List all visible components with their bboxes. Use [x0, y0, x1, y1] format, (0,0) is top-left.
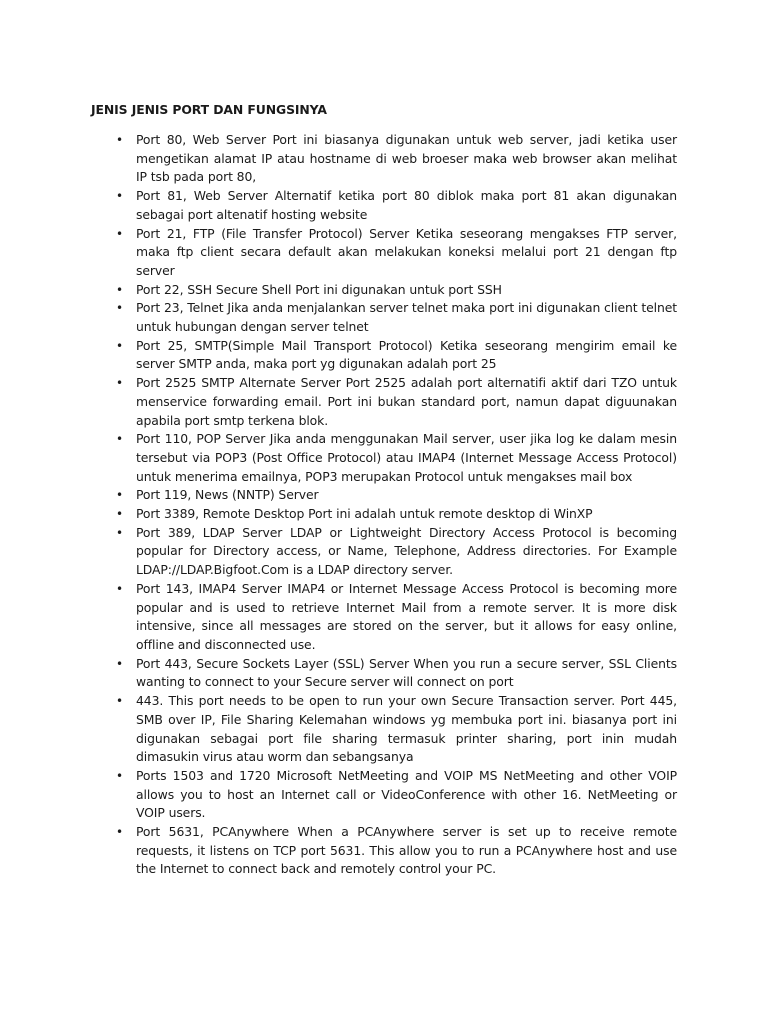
list-item-text: Port 119, News (NNTP) Server: [136, 487, 319, 503]
bullet-icon: •: [116, 282, 123, 297]
bullet-icon: •: [116, 507, 123, 522]
list-item: [116, 505, 677, 524]
list-item: [116, 692, 677, 767]
list-item-text: Port 80, Web Server Port ini biasanya digunakan untuk web server, jadi ketika user mengetikan alamat IP atau hostname di web broeser maka web browser akan melihat IP tsb pada port 80,: [136, 132, 677, 185]
list-item: [116, 823, 677, 879]
bullet-icon: •: [116, 226, 123, 241]
list-item-text: Port 81, Web Server Alternatif ketika port 80 diblok maka port 81 akan digunakan sebagai port altenatif hosting website: [136, 188, 677, 222]
list-item-text: Port 2525 SMTP Alternate Server Port 2525 adalah port alternatifi aktif dari TZO untuk menservice forwarding email. Port ini bukan standard port, namun dapat diguunakan apabila port smtp terkena blok.: [136, 375, 677, 428]
list-item-text: 443. This port needs to be open to run your own Secure Transaction server. Port 445, SMB over IP, File Sharing Kelemahan windows yg membuka port ini. biasanya port ini digunakan sebagai port file sharing termasuk printer sharing, port inin mudah dimasukin virus atau worm dan sebangsanya: [136, 693, 677, 765]
list-item-text: Port 21, FTP (File Transfer Protocol) Server Ketika seseorang mengakses FTP server, maka ftp client secara default akan melakukan koneksi melalui port 21 dengan ftp server: [136, 225, 677, 278]
port-list: [116, 131, 677, 879]
bullet-icon: •: [116, 301, 123, 316]
bullet-icon: •: [116, 133, 123, 147]
bullet-icon: •: [116, 581, 123, 596]
list-item: [116, 187, 677, 224]
list-item: [116, 374, 677, 430]
list-item-text: Port 389, LDAP Server LDAP or Lightweight Directory Access Protocol is becoming popular for Directory access, or Name, Telephone, Address directories. For Example LDAP://LDAP.Bigfoot.Com is a LDAP directory server.: [136, 524, 677, 578]
bullet-icon: •: [116, 825, 123, 840]
list-item: [116, 281, 677, 300]
bullet-icon: •: [116, 768, 123, 783]
list-item-text: Port 22, SSH Secure Shell Port ini digunakan untuk port SSH: [136, 281, 502, 297]
bullet-icon: •: [116, 432, 123, 447]
list-item: [116, 225, 677, 281]
list-item: [116, 580, 677, 655]
list-item-text: Port 23, Telnet Jika anda menjalankan server telnet maka port ini digunakan client telnet untuk hubungan dengan server telnet: [136, 300, 677, 335]
list-item: [116, 655, 677, 692]
list-item-text: Port 3389, Remote Desktop Port ini adalah untuk remote desktop di WinXP: [136, 506, 593, 522]
list-item: [116, 524, 677, 580]
list-item-text: Port 443, Secure Sockets Layer (SSL) Server When you run a secure server, SSL Clients wanting to connect to your Secure server will connect on port: [136, 655, 677, 690]
list-item-text: Ports 1503 and 1720 Microsoft NetMeeting and VOIP MS NetMeeting and other VOIP allows you to host an Internet call or VideoConference with other 16. NetMeeting or VOIP users.: [136, 767, 677, 821]
bullet-icon: •: [116, 376, 123, 391]
bullet-icon: •: [116, 488, 123, 503]
list-item: [116, 299, 677, 336]
list-item: [116, 767, 677, 823]
list-item-text: Port 5631, PCAnywhere When a PCAnywhere server is set up to receive remote requests, it listens on TCP port 5631. This allow you to run a PCAnywhere host and use the Internet to connect back and remotely control your PC.: [136, 824, 677, 877]
bullet-icon: •: [116, 189, 123, 204]
bullet-icon: •: [116, 694, 123, 709]
bullet-icon: •: [116, 338, 123, 353]
list-item: [116, 486, 677, 505]
bullet-icon: •: [116, 525, 123, 540]
list-item-text: Port 25, SMTP(Simple Mail Transport Protocol) Ketika seseorang mengirim email ke server SMTP anda, maka port yg digunakan adalah port 25: [136, 337, 677, 372]
list-item-text: Port 110, POP Server Jika anda menggunakan Mail server, user jika log ke dalam mesin tersebut via POP3 (Post Office Protocol) atau IMAP4 (Internet Message Access Protocol) untuk menerima emailnya, POP3 merupakan Protocol untuk mengakses mail box: [136, 431, 677, 484]
bullet-icon: •: [116, 656, 123, 671]
list-item: [116, 430, 677, 486]
list-item: [116, 131, 677, 187]
document-title: JENIS JENIS PORT DAN FUNGSINYA: [91, 102, 327, 117]
list-item: [116, 337, 677, 374]
list-item-text: Port 143, IMAP4 Server IMAP4 or Internet Message Access Protocol is becoming more popular and is used to retrieve Internet Mail from a remote server. It is more disk intensive, since all messages are stored on the server, but it allows for easy online, offline and disconnected use.: [136, 580, 677, 652]
